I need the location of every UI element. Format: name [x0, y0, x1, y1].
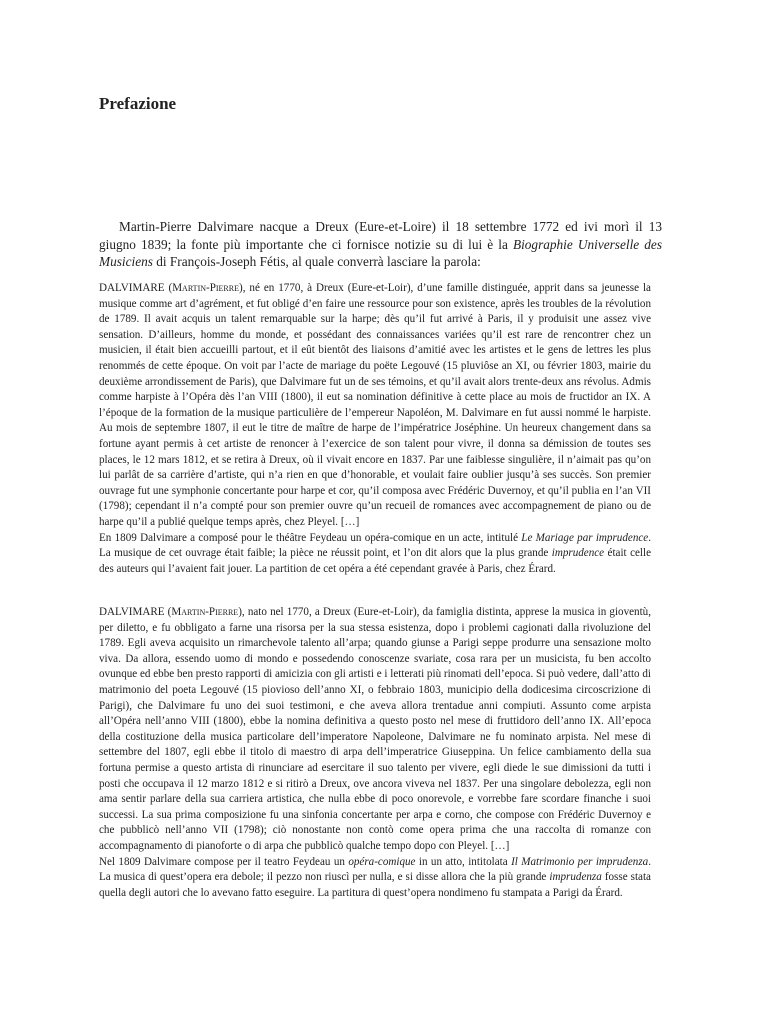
italian-text-2a: Nel 1809 Dalvimare compose per il teatro Feydeau un — [99, 855, 349, 868]
french-opera-title: Le Mariage par imprudence — [521, 531, 649, 544]
french-text-1: ), né en 1770, à Dreux (Eure-et-Loir), d’une famille distinguée, apprit dans sa jeunesse la musique comme art d’agrément, et fut obligé d’en faire une ressource pour son existence, après les troubles de la révolution de 1789. Il avait acquis un talent remarquable sur la harpe; dès qu’il fut arrivé à Paris, il y produisit une assez vive sensation. D’ailleurs, homme du monde, et possédant des connaissances variées qu’il est rare de rencontrer chez un musicien, il était bien accueilli partout, et il eût bientôt des liaisons d’amitié avec les artistes et le gens de lettres les plus renommés de cette époque. On voit par l’acte de mariage du poëte Legouvé (15 pluviôse an XI, ou février 1803, mairie du deuxième arrondissement de Paris), que Dalvimare fut un de ses témoins, et qu’il avait alors trente-deux ans révolus. Admis comme harpiste à l’Opéra dès l’an VIII (1800), il eut sa nomination définitive à cette place au mois de fructidor an IX. A l’époque de la formation de la musique particulière de l’empereur Napoléon, M. Dalvimare en fut aussi nommé le harpiste. Au mois de septembre 1807, il eut le titre de maître de harpe de l’impératrice Joséphine. Un heureux changement dans sa fortune ayant permis à cet artiste de renoncer à l’exercice de son talent pour vivre, il donna sa démission de toutes ses places, le 12 mars 1812, et se retira à Dreux, où il vivait encore en 1837. Par une faiblesse singulière, il n’aimait pas qu’on lui parlât de sa carrière d’artiste, qui n’a rien en que d’honorable, et voulait faire oublier jusqu’à ses succès. Son premier ouvrage fut une symphonie concertante pour harpe et cor, qu’il composa avec Frédéric Duvernoy, et qu’il publia en l’an VII (1798); cependant il n’a compté pour son premier ouvre qu’un recueil de romances avec accompagnement de piano ou de harpe qu’il a publié quelque temps après, chez Pleyel. […] — [99, 282, 651, 528]
french-quotation — [99, 281, 651, 577]
french-given-name: Martin-Pierre — [172, 282, 239, 294]
french-text-2a: En 1809 Dalvimare a composé pour le théâtre Feydeau un opéra-comique en un acte, intitulé — [99, 531, 522, 544]
french-paragraph-2 — [99, 531, 651, 578]
french-text-2b: . La musique de cet ouvrage était faible; la pièce ne réussit point, et l’on dit alors que la plus grande — [99, 531, 651, 560]
italian-emphasis: imprudenza — [549, 871, 602, 884]
intro-text-2: di François-Joseph Fétis, al quale converrà lasciare la parola: — [152, 254, 481, 269]
italian-paragraph-1 — [99, 605, 651, 855]
intro-text-1: Martin-Pierre Dalvimare nacque a Dreux (Eure-et-Loire) il 18 settembre 1772 ed ivi morì il 13 giugno 1839; la fonte più importante che ci fornisce notizie su di lui è la — [99, 219, 662, 252]
book-title: Biographie Universelle des Musiciens — [99, 236, 662, 269]
intro-paragraph — [99, 218, 662, 271]
italian-translation — [99, 605, 651, 901]
italian-opera-title: Il Matrimonio per imprudenza — [511, 855, 649, 868]
italian-text-2d: fosse stata quella degli autori che lo avevano fatto eseguire. La partitura di quest’opera nondimeno fu stampata a Parigi da Érard. — [99, 871, 651, 899]
french-emphasis: imprudence — [551, 547, 605, 560]
french-paragraph-1 — [99, 281, 651, 531]
italian-text-1: ), nato nel 1770, a Dreux (Eure-et-Loir), da famiglia distinta, apprese la musica in gioventù, per diletto, e fu obbligato a farne una risorsa per la sua stessa esistenza, dopo i problemi cagionati dalla rivoluzione del 1789. Egli aveva acquisito un rimarchevole talento all’arpa; quando giunse a Parigi seppe produrre una sensazione molto viva. Da allora, essendo uomo di mondo e possedendo conoscenze svariate, cosa rara per un musicista, fu ben accolto ovunque ed ebbe ben presto rapporti di amicizia con gli artisti e i letterati più rinomati dell’epoca. Si può vedere, dall’atto di matrimonio del poeta Legouvé (15 piovioso dell’anno XI, o febbraio 1803, municipio della dodicesima circoscrizione di Parigi), che Dalvimare fu uno dei suoi testimoni, e che aveva allora trentadue anni compiuti. Assunto come arpista all’Opéra nell’anno VIII (1800), ebbe la nomina definitiva a questo posto nel mese di fruttidoro dell’anno IX. All’epoca della costituzione della musica particolare dell’imperatore Napoleone, Dalvimare ne fu nominato arpista. Nel mese di settembre del 1807, egli ebbe il titolo di maestro di arpa dell’imperatrice Giuseppina. Un felice cambiamento della sua fortuna permise a questo artista di rinunciare ad esercitare il suo talento per vivere, egli diede le sue dimissioni da tutti i posti che occupava il 12 marzo 1812 e si ritirò a Dreux, ove ancora viveva nel 1837. Per una singolare debolezza, egli non ama sentir parlare della sua carriera artistica, che nulla ebbe di poco onorevole, e vorrebbe fare scordare finanche i suoi successi. La sua prima composizione fu una sinfonia concertante per arpa e corno, che compose con Frédéric Duvernoy e che pubblicò nell’anno VII (1798); ciò nonostante non contò come opera prima che una raccolta di romanze con accompagnamento di pianoforte o di arpa che pubblicò qualche tempo dopo con Pleyel. […] — [99, 606, 651, 852]
italian-paragraph-2 — [99, 855, 651, 902]
italian-text-2b: in un atto, intitolata — [415, 855, 512, 868]
french-surname: DALVIMARE ( — [99, 282, 173, 294]
page-title: Prefazione — [99, 94, 177, 113]
italian-genre: opéra-comique — [348, 855, 416, 868]
italian-text-2c: . La musica di quest’opera era debole; il pezzo non riuscì per nulla, e si disse allora che la più grande — [99, 855, 651, 884]
french-text-2c: était celle des auteurs qui l’avaient fait jouer. La partition de cet opéra a été cependant gravée à Paris, chez Érard. — [99, 547, 651, 575]
italian-given-name: Martin-Pierre — [171, 606, 239, 618]
italian-surname: DALVIMARE ( — [99, 606, 172, 618]
